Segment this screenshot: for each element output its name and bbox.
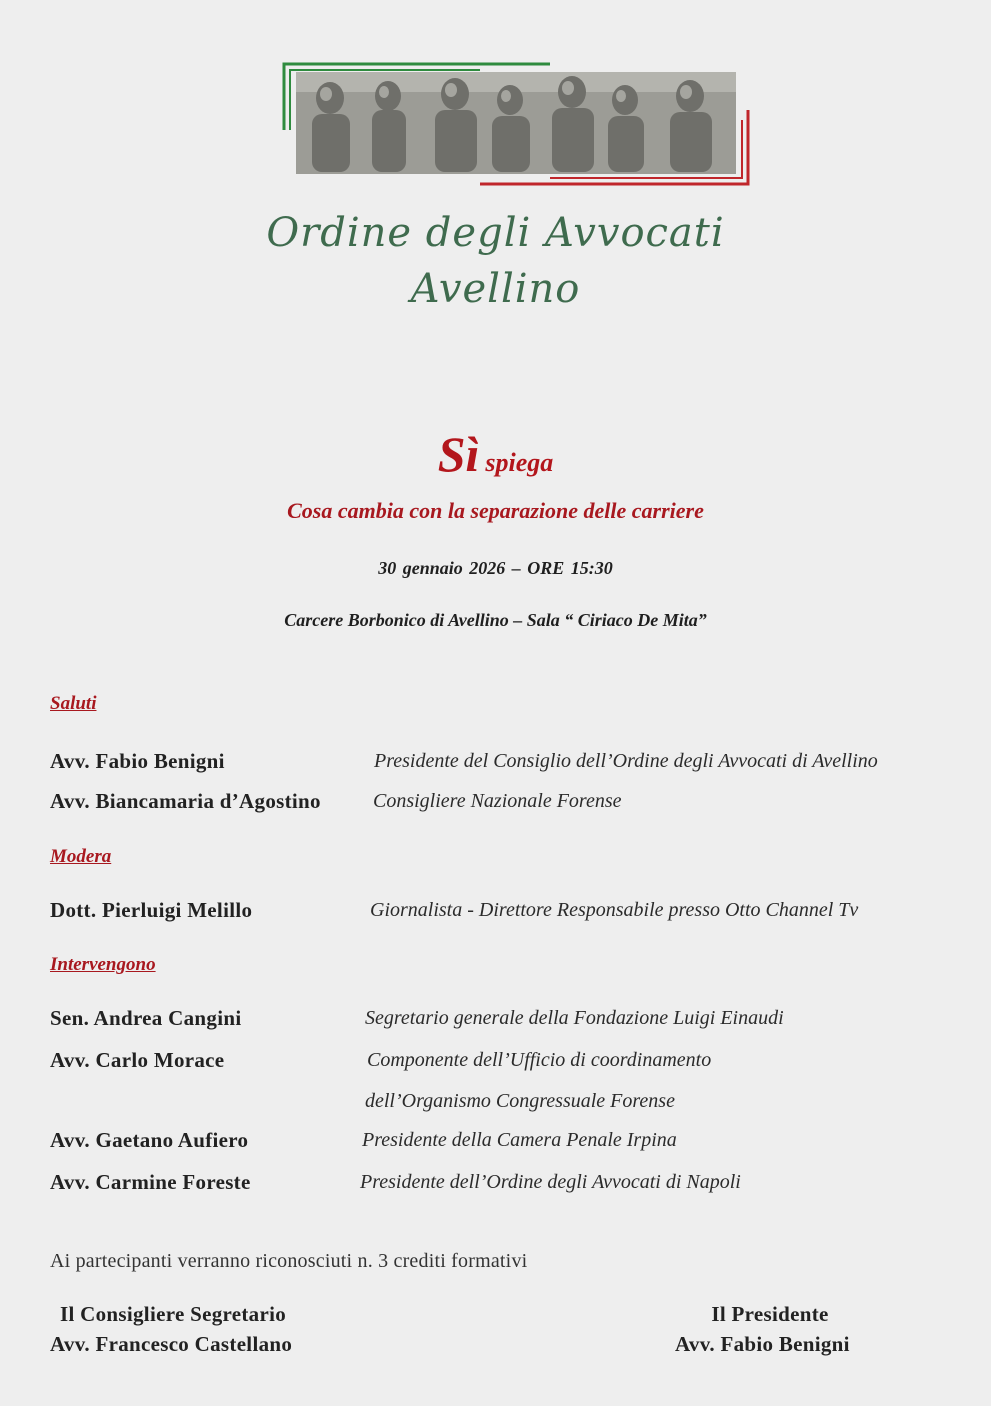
speaker-role-benigni: Presidente del Consiglio dell’Ordine degli Avvocati di Avellino	[374, 750, 878, 772]
signature-right-title: Il Presidente	[711, 1302, 829, 1326]
event-title	[0, 425, 991, 483]
signature-left-name: Avv. Francesco Castellano	[50, 1332, 293, 1356]
event-subtitle: Cosa cambia con la separazione delle carriere	[287, 498, 704, 523]
speaker-name-aufiero: Avv. Gaetano Aufiero	[50, 1128, 249, 1152]
signature-right-name: Avv. Fabio Benigni	[675, 1332, 850, 1356]
speaker-role-foreste: Presidente dell’Ordine degli Avvocati di Napoli	[360, 1171, 741, 1193]
bar-association-logo	[280, 60, 752, 188]
event-title-rest: spiega	[485, 448, 554, 477]
speaker-name-melillo: Dott. Pierluigi Melillo	[50, 898, 253, 922]
speaker-name-dagostino: Avv. Biancamaria d’Agostino	[50, 789, 321, 813]
event-datetime: 30 gennaio 2026 – ORE 15:30	[378, 558, 613, 578]
section-intervengono: Intervengono	[50, 954, 156, 975]
speaker-name-benigni: Avv. Fabio Benigni	[50, 749, 225, 773]
speaker-name-cangini: Sen. Andrea Cangini	[50, 1006, 242, 1030]
speaker-role-morace-line2: dell’Organismo Congressuale Forense	[365, 1090, 675, 1112]
speaker-role-melillo: Giornalista - Direttore Responsabile presso Otto Channel Tv	[370, 899, 859, 921]
signature-left-title: Il Consigliere Segretario	[60, 1302, 287, 1326]
section-modera: Modera	[50, 846, 112, 867]
event-title-main: Sì	[437, 426, 480, 482]
event-venue: Carcere Borbonico di Avellino – Sala “ Ciriaco De Mita”	[284, 610, 707, 630]
speaker-role-cangini: Segretario generale della Fondazione Luigi Einaudi	[365, 1007, 784, 1029]
section-saluti: Saluti	[50, 693, 97, 714]
speaker-name-morace: Avv. Carlo Morace	[50, 1048, 225, 1072]
speaker-role-aufiero: Presidente della Camera Penale Irpina	[362, 1129, 677, 1151]
speaker-name-foreste: Avv. Carmine Foreste	[50, 1170, 251, 1194]
credits-note: Ai partecipanti verranno riconosciuti n. 3 crediti formativi	[50, 1250, 528, 1272]
speaker-role-morace-line1: Componente dell’Ufficio di coordinamento	[367, 1049, 712, 1071]
speaker-role-dagostino: Consigliere Nazionale Forense	[373, 790, 622, 812]
org-name-line1: Ordine degli Avvocati	[266, 210, 725, 256]
org-name-line2: Avellino	[410, 266, 581, 312]
